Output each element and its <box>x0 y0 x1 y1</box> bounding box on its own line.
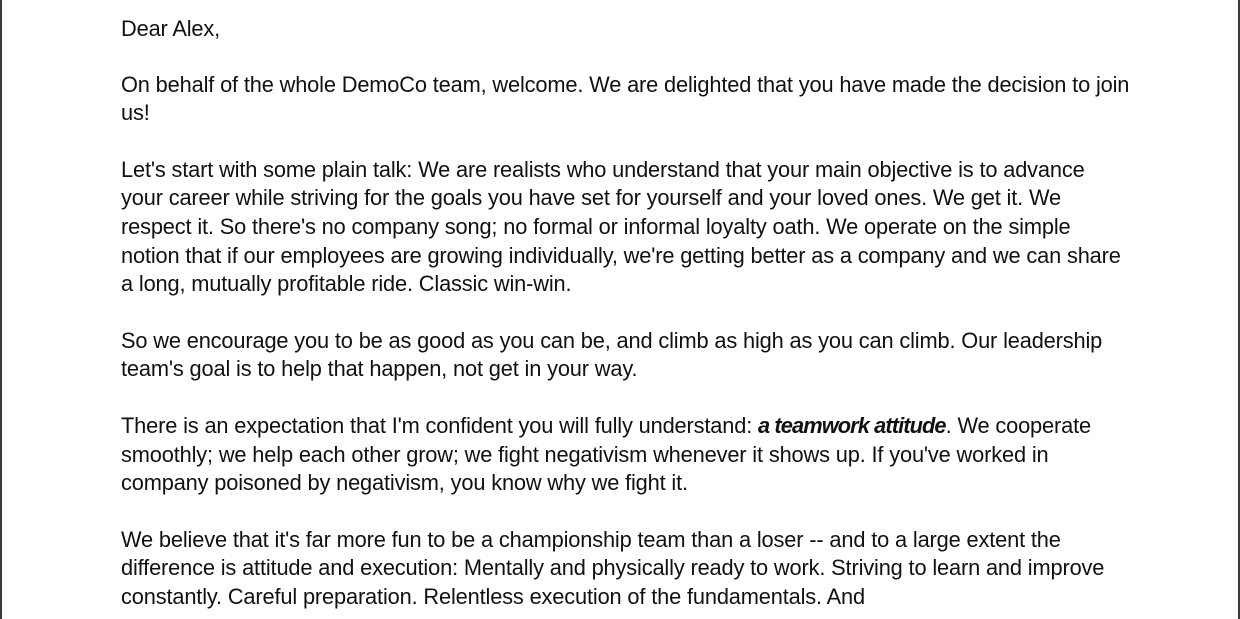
paragraph-welcome: On behalf of the whole DemoCo team, welcome. We are delighted that you have made the decision to join us! <box>121 71 1130 126</box>
paragraph-plain-talk: Let's start with some plain talk: We are realists who understand that your main objective is to advance your career while striving for the goals you have set for yourself and your loved ones. We get it. We respect it. So there's no company song; no formal or informal loyalty oath. We operate on the simple notion that if our employees are growing individually, we're getting better as a company and we can share a long, mutually profitable ride. Classic win-win. <box>121 156 1121 297</box>
letter-body <box>121 15 1131 619</box>
expectation-text-end: . We cooperate smoothly; we help each other grow; we fight negativism whenever it shows up. If you've worked in company poisoned by negativism, you know why we fight it. <box>121 412 1091 496</box>
paragraph-championship: We believe that it's far more fun to be a championship team than a loser -- and to a large extent the difference is attitude and execution: Mentally and physically ready to work. Striving to learn and improve constantly. Careful preparation. Relentless execution of the fundamentals. And <box>121 526 1105 609</box>
paragraph-expectation <box>121 412 1131 498</box>
expectation-text-start: There is an expectation that I'm confident you will fully understand: <box>121 412 759 438</box>
salutation: Dear Alex, <box>121 16 221 41</box>
teamwork-attitude-emphasis: a teamwork attitude <box>758 412 946 438</box>
paragraph-encouragement: So we encourage you to be as good as you can be, and climb as high as you can climb. Our leadership team's goal is to help that happen, not get in your way. <box>121 327 1103 382</box>
